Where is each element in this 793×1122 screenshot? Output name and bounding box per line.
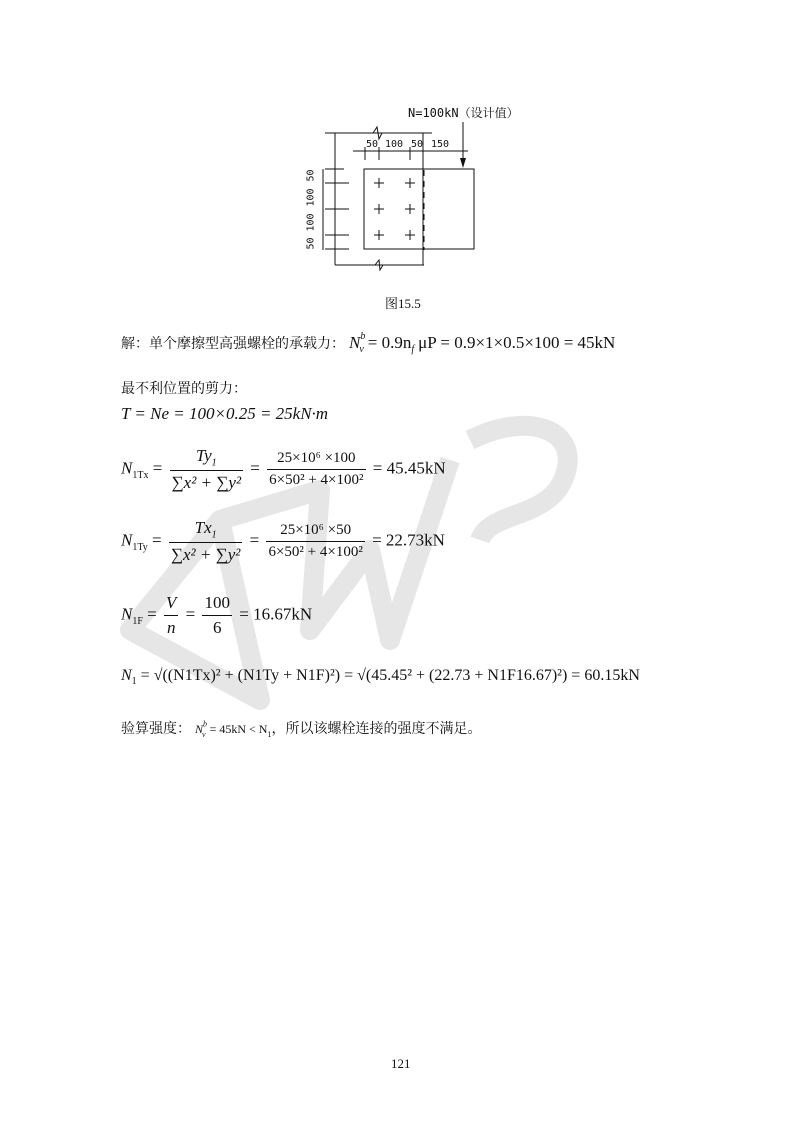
check-formula: = 45kN < N <box>209 722 268 736</box>
n1f-result: = 16.67kN <box>239 604 313 624</box>
n1-equation <box>121 667 640 687</box>
dim-top-4: 150 <box>431 139 450 150</box>
n1tx-num1-sub: 1 <box>211 457 217 469</box>
n1f-num1: V <box>164 593 178 616</box>
dim-top-3: 50 <box>411 139 424 150</box>
n1tx-sub: 1Tx <box>132 470 149 481</box>
n1-middle: = √((N1Tx)² + (N1Ty + N1F)²) <box>140 667 341 684</box>
n1ty-num1: Tx <box>194 518 212 537</box>
torque-equation: T = Ne = 100×0.25 = 25kN·m <box>121 404 329 423</box>
nf-sub: f <box>411 344 415 356</box>
nvb-tail: μP = 0.9×1×0.5×100 = 45kN <box>418 333 616 352</box>
n1f-sub: 1F <box>132 615 143 627</box>
n1tx-equation: $N_{1Tx}$ = $\frac{Ty_1}{\text{∑x² + ∑y²}}$ = $\frac{\text{25×10⁶ ×100}}{\text{6×50² + 4×100²}}$ = 45.45kN <box>121 446 446 493</box>
dim-top-2: 100 <box>385 139 404 150</box>
dim-side-3: 100 <box>305 213 317 232</box>
n1ty-sub: 1Ty <box>132 542 148 553</box>
load-label: N=100kN（设计值） <box>408 106 519 120</box>
n1-sub: 1 <box>131 676 137 688</box>
dim-side-1: 50 <box>305 169 317 182</box>
n1tx-result: = 45.45kN <box>372 458 446 478</box>
n1ty-den2: 6×50² + 4×100² <box>268 544 363 561</box>
n1f-den1: n <box>166 618 176 637</box>
n1ty-num1-sub: 1 <box>211 529 217 541</box>
figure-caption: 图15.5 <box>385 296 421 311</box>
figure-15-5 <box>300 100 530 280</box>
n1f-equation: $N_{1F}$ = $\frac{V}{n}$ = $\frac{100}{6}$ = 16.67kN <box>121 593 313 637</box>
strength-check-line: 验算强度： $N^b_v = 45kN < N_1$，所以该螺栓连接的强度不满足。 <box>121 719 482 740</box>
check-conclusion: ，所以该螺栓连接的强度不满足。 <box>271 722 482 737</box>
n1-right: = √(45.45² + (22.73 + N1F16.67)²) <box>344 667 568 684</box>
n1ty-lhs: N <box>121 530 133 550</box>
n1ty-den1: ∑x² + ∑y² <box>170 545 241 565</box>
check-label: 验算强度： <box>121 722 191 737</box>
n1f-den2: 6 <box>212 618 222 637</box>
n1f-num2: 100 <box>202 593 232 616</box>
solution-label: 解：单个摩擦型高强螺栓的承载力： <box>121 337 345 352</box>
n1ty-equation: $N_{1Ty}$ = $\frac{Tx_1}{\text{∑x² + ∑y²}}$ = $\frac{\text{25×10⁶ ×50}}{\text{6×50² + 4×100²}}$ = 22.73kN <box>121 518 445 565</box>
dim-top-1: 50 <box>366 139 379 150</box>
bolt-connection-diagram <box>300 100 530 280</box>
n1tx-den2: 6×50² + 4×100² <box>269 472 364 489</box>
check-nvb: N <box>195 722 204 736</box>
dim-side-2: 100 <box>305 188 317 207</box>
n1tx-num1: Ty <box>195 446 212 465</box>
n1tx-den1: ∑x² + ∑y² <box>171 473 242 493</box>
nvb-rhs: = 0.9n <box>367 333 412 352</box>
n1ty-result: = 22.73kN <box>372 530 445 550</box>
n1-lhs: N <box>121 667 132 684</box>
page-number: 121 <box>391 1056 411 1071</box>
worst-position-label: 最不利位置的剪力： <box>121 382 247 397</box>
nvb-symbol: $N^b_v$ <box>349 331 366 356</box>
n1f-lhs: N <box>121 604 133 624</box>
solution-line-1 <box>121 333 615 355</box>
n1tx-lhs: N <box>121 458 133 478</box>
n1-result: = 60.15kN <box>571 667 640 684</box>
dim-side-4: 50 <box>305 237 317 250</box>
n1tx-num2: 25×10⁶ ×100 <box>267 450 365 470</box>
n1ty-num2: 25×10⁶ ×50 <box>266 522 364 542</box>
